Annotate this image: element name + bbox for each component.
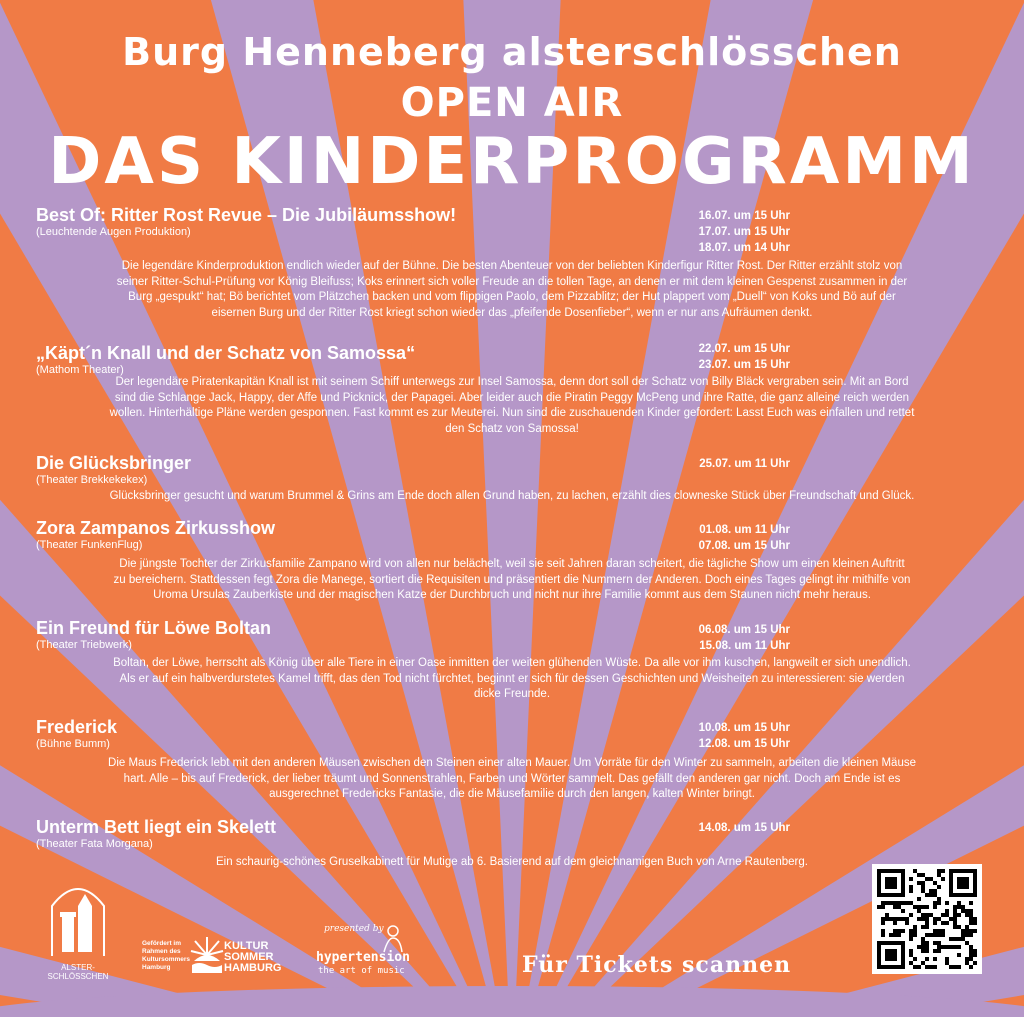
event-description [34,375,990,437]
event-company: (Bühne Bumm) [36,738,110,750]
castle-icon [44,876,112,956]
event-date: 22.07. um 15 Uhr [698,343,790,355]
event-description-line: sind die Schlange Jack, Happy, der Affe und Picknick, der Papagei. Aber leider auch die Piratin Peggy McPeng und ihre Ratte, die ganz alleine reich werden [114,391,910,404]
event-title: Die Glücksbringer [36,453,192,473]
event-title: Zora Zampanos Zirkusshow [36,518,276,538]
event-title: Unterm Bett liegt ein Skelett [36,817,277,837]
kultursommer-logo-text: KULTUR SOMMER HAMBURG [224,940,282,974]
hypertension-tagline: the art of music [318,966,405,976]
venue-title: Burg Henneberg alsterschlösschen [122,30,902,74]
event-description [34,855,990,871]
event-description-line: den Schatz von Samossa! [445,422,579,435]
event-company: (Theater FunkenFlug) [36,539,143,551]
event-company: (Leuchtende Augen Produktion) [36,226,191,238]
event-date: 25.07. um 11 Uhr [699,458,790,470]
castle-logo [44,876,112,984]
event-description [34,489,990,505]
event-description-line: Die Maus Frederick lebt mit den anderen Mäusen zwischen den Steinen einer alten Mauer. Um Vorräte für den Winter zu sammeln, arbeiten die kleinen Mäuse [108,757,916,769]
event-description-line: wollen. Hinterhältige Pläne werden gesponnen. Fast kommt es zur Meuterei. Nun sind die zuschauenden Kinder gefordert: Lasst Euch was einfallen und rettet [109,407,915,419]
castle-logo-text: ALSTER- SCHLÖSSCHEN [47,963,109,981]
event-company: (Theater Brekkekekex) [36,474,148,486]
event-date: 07.08. um 15 Uhr [698,540,790,552]
event-description [34,656,990,703]
event-description-line: eisernen Burg und der Ritter Rost kriegt schon wieder das „pfeifende Dosenfieber“, wenn er nur ans Aufräumen denkt. [211,306,813,319]
event-date: 16.07. um 15 Uhr [698,210,790,222]
event-date: 17.07. um 15 Uhr [698,226,790,238]
page-title: DAS KINDERPROGRAMM [48,125,976,199]
event-company: (Mathom Theater) [36,364,124,376]
event-description [34,557,990,604]
open-air-title: OPEN AIR [400,80,624,126]
event-description-line: Die jüngste Tochter der Zirkusfamilie Zampano wird von allen nur belächelt, weil sie seit Jahren daran scheitert, die tägliche Show um einen kleinen Auftritt [119,558,905,570]
event-company: (Theater Fata Morgana) [36,838,153,850]
event-description-line: dicke Freunde. [473,688,551,700]
event-date: 10.08. um 15 Uhr [698,722,790,734]
event-description [34,756,990,803]
event-title: Frederick [36,717,118,737]
event-description-line: Der legendäre Piratenkapitän Knall ist mit seinem Schiff unterwegs zur Insel Samossa, denn dort soll der Schatz von Billy Bläck vergraben sein. Mit an Bord [115,376,909,388]
event-description-line: hart. Alle – bis auf Frederick, der lieber träumt und Sonnenstrahlen, Farben und Wörter sammelt. Das gefällt den anderen gar nicht. Doch am Ende ist es [123,772,901,785]
event-date: 23.07. um 15 Uhr [698,359,790,371]
event-description-line: Glücksbringer gesucht und warum Brummel & Grins am Ende doch allen Grund haben, zu lachen, erzählt dies clowneske Stück über Freundschaft und Glück. [109,490,915,502]
sun-icon [190,935,224,975]
event-date: 15.08. um 11 Uhr [699,640,790,652]
event-title: „Käpt´n Knall und der Schatz von Samossa“ [36,343,416,363]
event-description-line: zu bereichern. Stattdessen fegt Zora die Manege, sortiert die Requisiten und präsentiert die Nummern der Anderen. Doch eines Tages gelingt ihr mithilfe von [113,573,911,586]
event-title: Ein Freund für Löwe Boltan [36,618,271,638]
event-description-line: Boltan, der Löwe, herrscht als König über alle Tiere in einer Oase inmitten der weiten glühenden Wüste. Da alle vor ihm kuschen, langweilt er sich unendlich. [113,657,911,669]
event-description-line: Uroma Ursulas Zauberkiste und der magischen Katze der Durchbruch und nicht nur ihre Familie kommt aus dem Staunen nicht mehr heraus. [153,589,871,601]
event-company: (Theater Triebwerk) [36,639,132,651]
event-title: Best Of: Ritter Rost Revue – Die Jubiläumsshow! [36,205,457,225]
event-description-line: Die legendäre Kinderproduktion endlich wieder auf der Bühne. Die besten Abenteuer von der beliebten Kinderfigur Ritter Rost. Der Ritter erzählt stolz von [121,260,903,272]
event-description-line: ausgerechnet Fredericks Fantasie, die die Mäusefamilie durch den langen, kalten Winter bringt. [269,788,755,800]
event-description [34,259,990,321]
event-description-line: seiner Ritter-Schul-Prüfung vor König Bleifuss; Koks erinnert sich voller Freude an die tollen Tage, an denen er mit dem kleinen Gespenst zusammen in der [116,275,908,288]
event-description-line: Ein schaurig-schönes Gruselkabinett für Mutige ab 6. Basierend auf dem gleichnamigen Buch von Arne Rautenberg. [216,856,808,868]
kultursommer-logo [190,935,290,979]
event-description-line: Burg „gespukt“ hat; Bö berichtet vom Plätzchen backen und vom flippigen Paolo, dem Pizzablitz; der Hut plappert vom „Duell“ von Koks und Bö auf der [128,291,896,303]
event-date: 18.07. um 14 Uhr [698,242,790,254]
ticket-qr-code[interactable] [872,864,982,974]
presented-by-label: presented by [324,924,384,934]
event-description-line: Als er auf ein halbverdurstetes Kamel trifft, das den Tod nicht fürchtet, beginnt er sich für dessen Geschichten und Weisheiten zu interessieren: sie werden [119,672,905,685]
event-date: 14.08. um 15 Uhr [698,822,790,834]
event-date: 12.08. um 15 Uhr [698,738,790,750]
event-date: 06.08. um 15 Uhr [698,624,790,636]
funding-note: Gefördert im Rahmen des Kultursommers Hamburg [142,940,191,971]
event-date: 01.08. um 11 Uhr [699,524,790,536]
hypertension-wordmark: hypertension [316,950,410,965]
tickets-cta: Für Tickets scannen [522,952,792,978]
hypertension-logo [316,924,410,978]
qr-code-icon [872,864,982,974]
